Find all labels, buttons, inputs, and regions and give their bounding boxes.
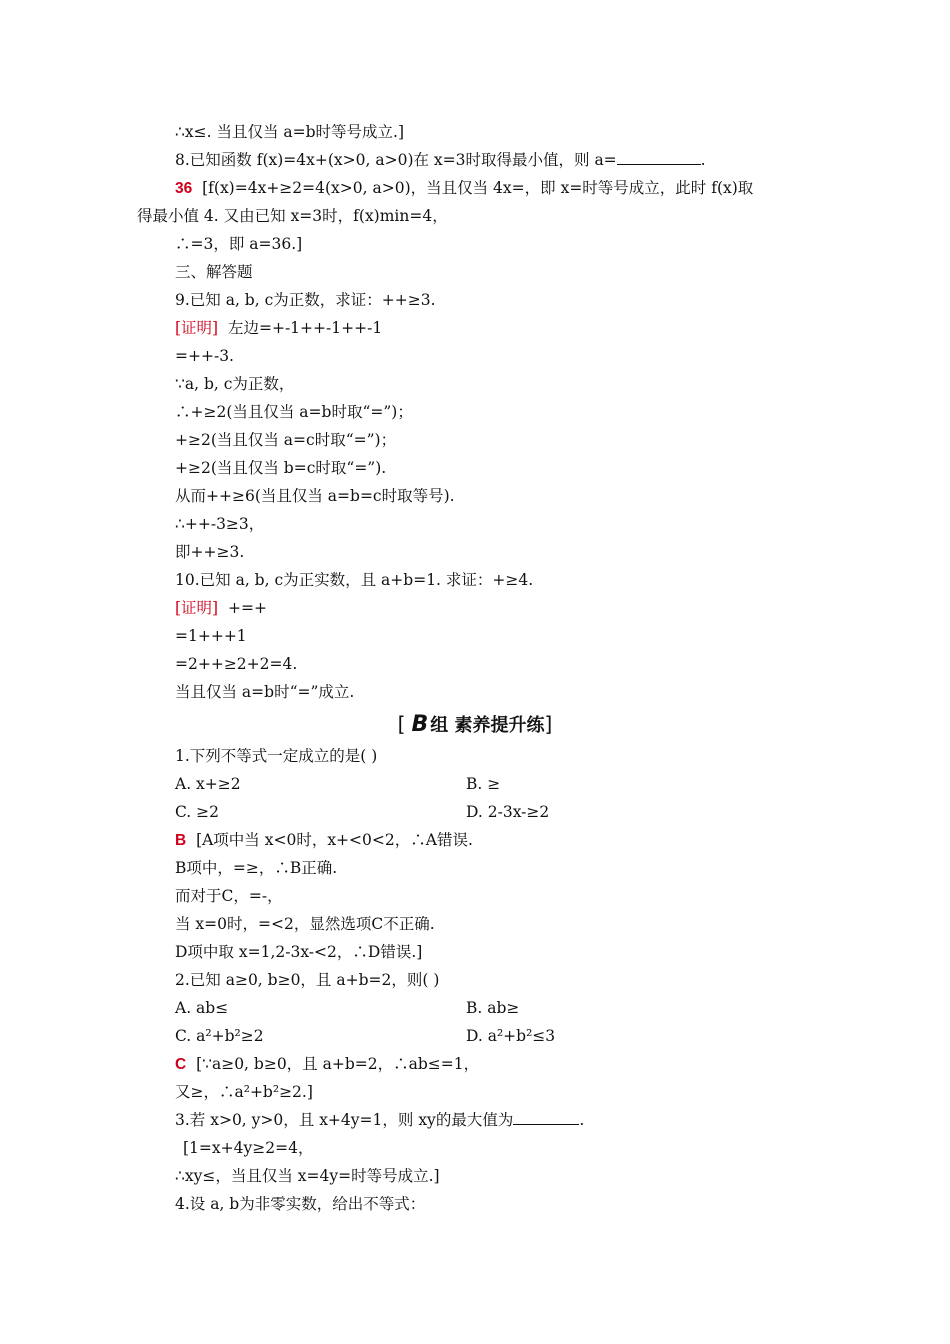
text-line: ∴+≥2(当且仅当 a=b时取“=”)； [175, 403, 413, 421]
answer-label: C [175, 1056, 187, 1073]
proof-line: [证明] 左边=+-1++-1++-1 [175, 319, 383, 337]
text-line: B项中，=≥，∴B正确. [175, 859, 338, 877]
proof-line: [证明] +=+ [175, 599, 267, 617]
option-a: A. ab≤ [175, 999, 229, 1017]
text-line: 即++≥3. [175, 543, 245, 561]
text-line: 得最小值 4. 又由已知 x=3时，f(x)min=4， [137, 207, 448, 225]
option-b: B. ab≥ [466, 999, 520, 1017]
question-8: 8.已知函数 f(x)=4x+(x>0, a>0)在 x=3时取得最小值，则 a= . [175, 151, 706, 169]
question-b3: 3.若 x>0, y>0，且 x+4y=1，则 xy的最大值为 . [175, 1111, 585, 1129]
text-line: ∴++-3≥3， [175, 515, 265, 533]
text-line: +≥2(当且仅当 a=c时取“=”)； [175, 431, 397, 449]
answer-label: B [175, 832, 187, 849]
answer-8-line: 36 [f(x)=4x+≥2=4(x>0, a>0)，当且仅当 4x=，即 x=时等号成立，此时 f(x)取 [175, 179, 754, 197]
answer-label: 36 [175, 180, 193, 197]
text-line: 当 x=0时，=<2，显然选项C不正确. [175, 915, 435, 933]
answer-b2-line: C [∵a≥0, b≥0，且 a+b=2，∴ab≤=1， [175, 1055, 480, 1073]
text-line: ∴xy≤，当且仅当 x=4y=时等号成立.] [175, 1167, 440, 1185]
section-heading: 三、解答题 [175, 263, 253, 281]
text-line: ∴=3，即 a=36.] [175, 235, 303, 253]
proof-tag: [证明] [175, 599, 219, 617]
group-letter: B [411, 712, 429, 737]
option-a: A. x+≥2 [175, 775, 241, 793]
question-9: 9.已知 a, b, c为正数，求证：++≥3. [175, 291, 436, 309]
answer-blank [513, 1110, 579, 1125]
answer-b1-line: B [A项中当 x<0时，x+<0<2，∴A错误. [175, 831, 473, 849]
text-line: [1=x+4y≥2=4， [183, 1139, 314, 1157]
proof-tag: [证明] [175, 319, 219, 337]
text-line: =2++≥2+2=4. [175, 655, 298, 673]
question-b2: 2.已知 a≥0, b≥0，且 a+b=2，则( ) [175, 971, 440, 989]
option-c: C. ≥2 [175, 803, 220, 821]
text-line: =++-3. [175, 347, 234, 365]
question-b1: 1.下列不等式一定成立的是( ) [175, 747, 378, 765]
text-line: +≥2(当且仅当 b=c时取“=”). [175, 459, 387, 477]
option-d: D. 2-3x-≥2 [466, 803, 550, 821]
text-line: 从而++≥6(当且仅当 a=b=c时取等号). [175, 487, 455, 505]
question-b4: 4.设 a, b为非零实数，给出不等式： [175, 1195, 426, 1213]
option-b: B. ≥ [466, 775, 501, 793]
option-d: D. a²+b²≤3 [466, 1027, 556, 1045]
text-line: D项中取 x=1,2-3x-<2，∴D错误.] [175, 943, 423, 961]
text-line: 当且仅当 a=b时“=”成立. [175, 683, 355, 701]
text-line: ∵a, b, c为正数， [175, 375, 295, 393]
question-10: 10.已知 a, b, c为正实数，且 a+b=1. 求证：+≥4. [175, 571, 534, 589]
group-b-header: [ B 组 素养提升练] [397, 712, 553, 737]
answer-blank [617, 150, 701, 165]
text-line: ∴x≤. 当且仅当 a=b时等号成立.] [175, 123, 404, 141]
text-line: 又≥，∴a²+b²≥2.] [175, 1083, 313, 1101]
text-line: 而对于C，=-， [175, 887, 283, 905]
option-c: C. a²+b²≥2 [175, 1027, 264, 1045]
text-line: =1+++1 [175, 627, 247, 645]
